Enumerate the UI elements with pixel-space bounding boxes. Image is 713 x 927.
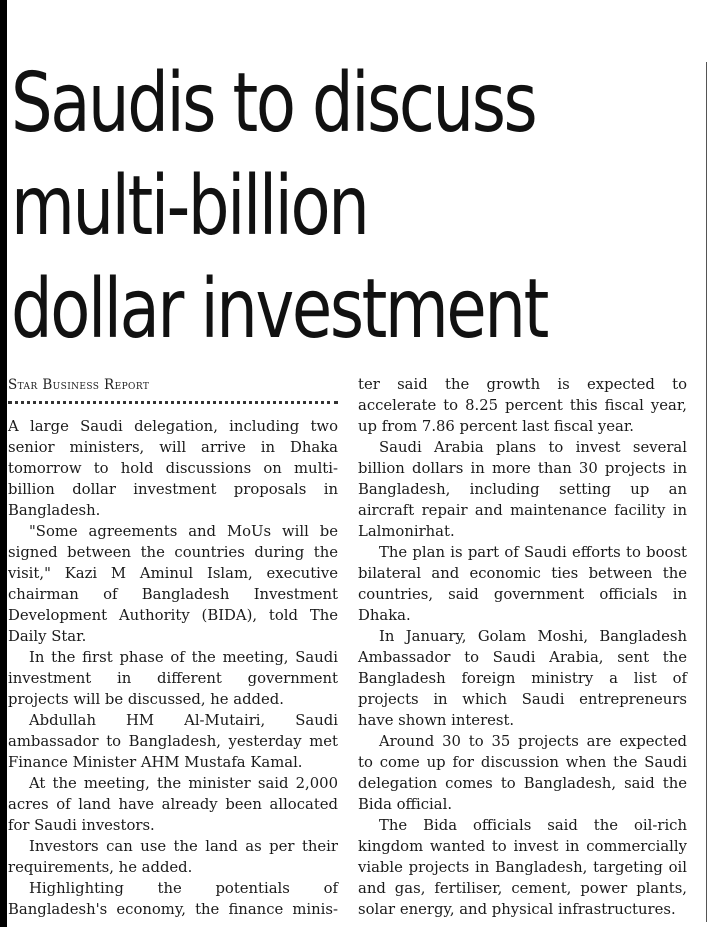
paragraph: Saudi Arabia plans to invest several billion dollars in more than 30 projects in Bangladesh, including setting up an aircraft repair and maintenance facility in Lalmonirhat. bbox=[358, 439, 687, 540]
paragraph: Around 30 to 35 projects are expected to come up for discussion when the Saudi delegation comes to Bangladesh, said the Bida official. bbox=[358, 733, 687, 813]
byline-divider bbox=[8, 401, 338, 404]
paragraph: "Some agreements and MoUs will be signed between the countries during the visit," Kazi M Aminul Islam, executive chairman of Bangladesh Investment Development Authority (BIDA), told The Daily Star. bbox=[8, 523, 338, 645]
paragraph: Highlighting the potentials of Bangladesh's economy, the finance minis- bbox=[8, 880, 338, 918]
paragraph: The Bida officials said the oil-rich kingdom wanted to invest in commercially viable projects in Bangladesh, targeting oil and gas, fertiliser, cement, power plants, solar energy, and physical infrastructures. bbox=[358, 817, 687, 918]
paragraph: In the first phase of the meeting, Saudi investment in different government projects will be discussed, he added. bbox=[8, 649, 338, 708]
paragraph: At the meeting, the minister said 2,000 acres of land have already been allocated for Saudi investors. bbox=[8, 775, 338, 834]
paragraph: Abdullah HM Al-Mutairi, Saudi ambassador to Bangladesh, yesterday met Finance Minister AHM Mustafa Kamal. bbox=[8, 712, 338, 771]
paragraph: Investors can use the land as per their requirements, he added. bbox=[8, 838, 338, 876]
article-column-2 bbox=[358, 374, 687, 920]
paragraph: In January, Golam Moshi, Bangladesh Ambassador to Saudi Arabia, sent the Bangladesh foreign ministry a list of projects in which Saudi entrepreneurs have shown interest. bbox=[358, 628, 687, 729]
paragraph: The plan is part of Saudi efforts to boost bilateral and economic ties between the countries, said government officials in Dhaka. bbox=[358, 544, 687, 624]
headline bbox=[11, 52, 563, 361]
paragraph: ter said the growth is expected to accelerate to 8.25 percent this fiscal year, up from 7.86 percent last fiscal year. bbox=[358, 376, 687, 435]
paragraph: A large Saudi delegation, including two senior ministers, will arrive in Dhaka tomorrow to hold discussions on multi-billion dollar investment proposals in Bangladesh. bbox=[8, 418, 338, 519]
page-edge-bar bbox=[0, 0, 7, 927]
headline-line: multi-billion bbox=[11, 159, 368, 254]
article-column-1 bbox=[8, 416, 338, 920]
byline: Star Business Report bbox=[8, 377, 150, 393]
headline-line: dollar investment bbox=[11, 262, 547, 357]
column-rule bbox=[706, 62, 707, 922]
headline-line: Saudis to discuss bbox=[11, 56, 536, 151]
